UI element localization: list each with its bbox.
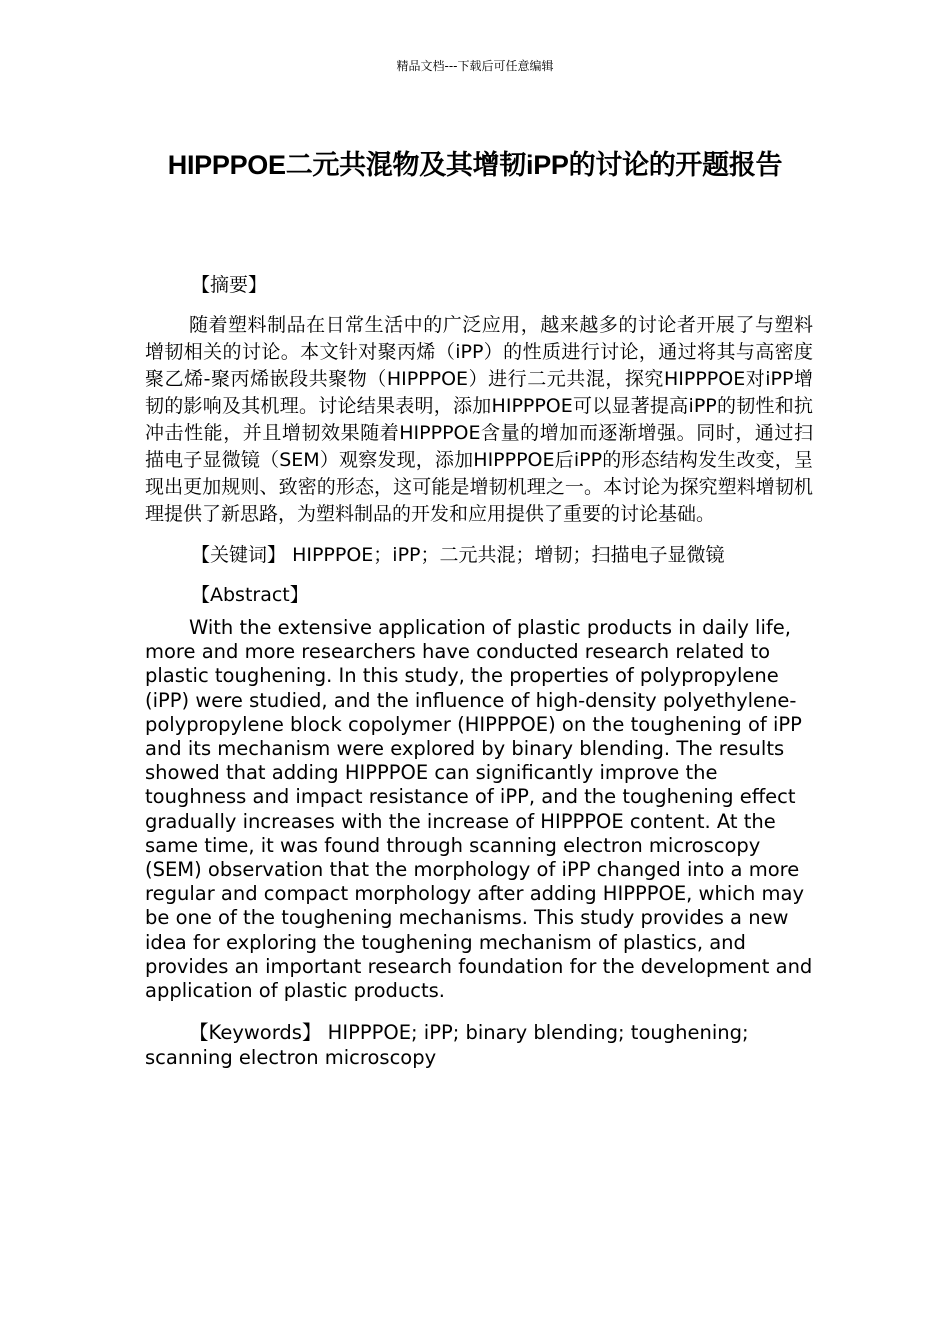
abstract-en-text: With the extensive application of plastic products in daily life, more and more researchers have conducted research related to plastic toughening. In this study, the properties of polypropylene (iPP) were studied, and the influence of high-density polyethylene-polypropylene block copolymer (HIPPPOE) on the toughening of iPP and its mechanism were explored by binary blending. The results showed that adding HIPPPOE can significantly improve the toughness and impact resistance of iPP, and the toughening effect gradually increases with the increase of HIPPPOE content. At the same time, it was found through scanning electron microscopy (SEM) observation that the morphology of iPP changed into a more regular and compact morphology after adding HIPPPOE, which may be one of the toughening mechanisms. This study provides a new idea for exploring the toughening mechanism of plastics, and provides an important research foundation for the development and application of plastic products.: [145, 616, 813, 1003]
keywords-en-label: 【Keywords】: [189, 1021, 322, 1045]
keywords-en-text: HIPPPOE; iPP; binary blending; toughening; scanning electron microscopy: [145, 1021, 749, 1070]
abstract-cn-label: 【摘要】: [191, 274, 268, 296]
abstract-cn-text: 随着塑料制品在日常生活中的广泛应用，越来越多的讨论者开展了与塑料增韧相关的讨论。本文针对聚丙烯（iPP）的性质进行讨论，通过将其与高密度聚乙烯-聚丙烯嵌段共聚物（HIPPPOE）进行二元共混，探究HIPPPOE对iPP增韧的影响及其机理。讨论结果表明，添加HIPPPOE可以显著提高iPP的韧性和抗冲击性能，并且增韧效果随着HIPPPOE含量的增加而逐渐增强。同时，通过扫描电子显微镜（SEM）观察发现，添加HIPPPOE后iPP的形态结构发生改变，呈现出更加规则、致密的形态，这可能是增韧机理之一。本讨论为探究塑料增韧机理提供了新思路，为塑料制品的开发和应用提供了重要的讨论基础。: [145, 314, 813, 525]
document-title: HIPPPOE二元共混物及其增韧iPP的讨论的开题报告: [167, 150, 783, 180]
page-header-note: 精品文档---下载后可任意编辑: [396, 59, 554, 73]
keywords-cn-text: HIPPPOE；iPP；二元共混；增韧；扫描电子显微镜: [292, 544, 725, 566]
keywords-en: [145, 1020, 813, 1070]
keywords-cn: [145, 540, 813, 570]
abstract-en-label: 【Abstract】: [191, 584, 309, 606]
document-body: [145, 270, 813, 1070]
keywords-cn-label: 【关键词】: [191, 544, 287, 566]
